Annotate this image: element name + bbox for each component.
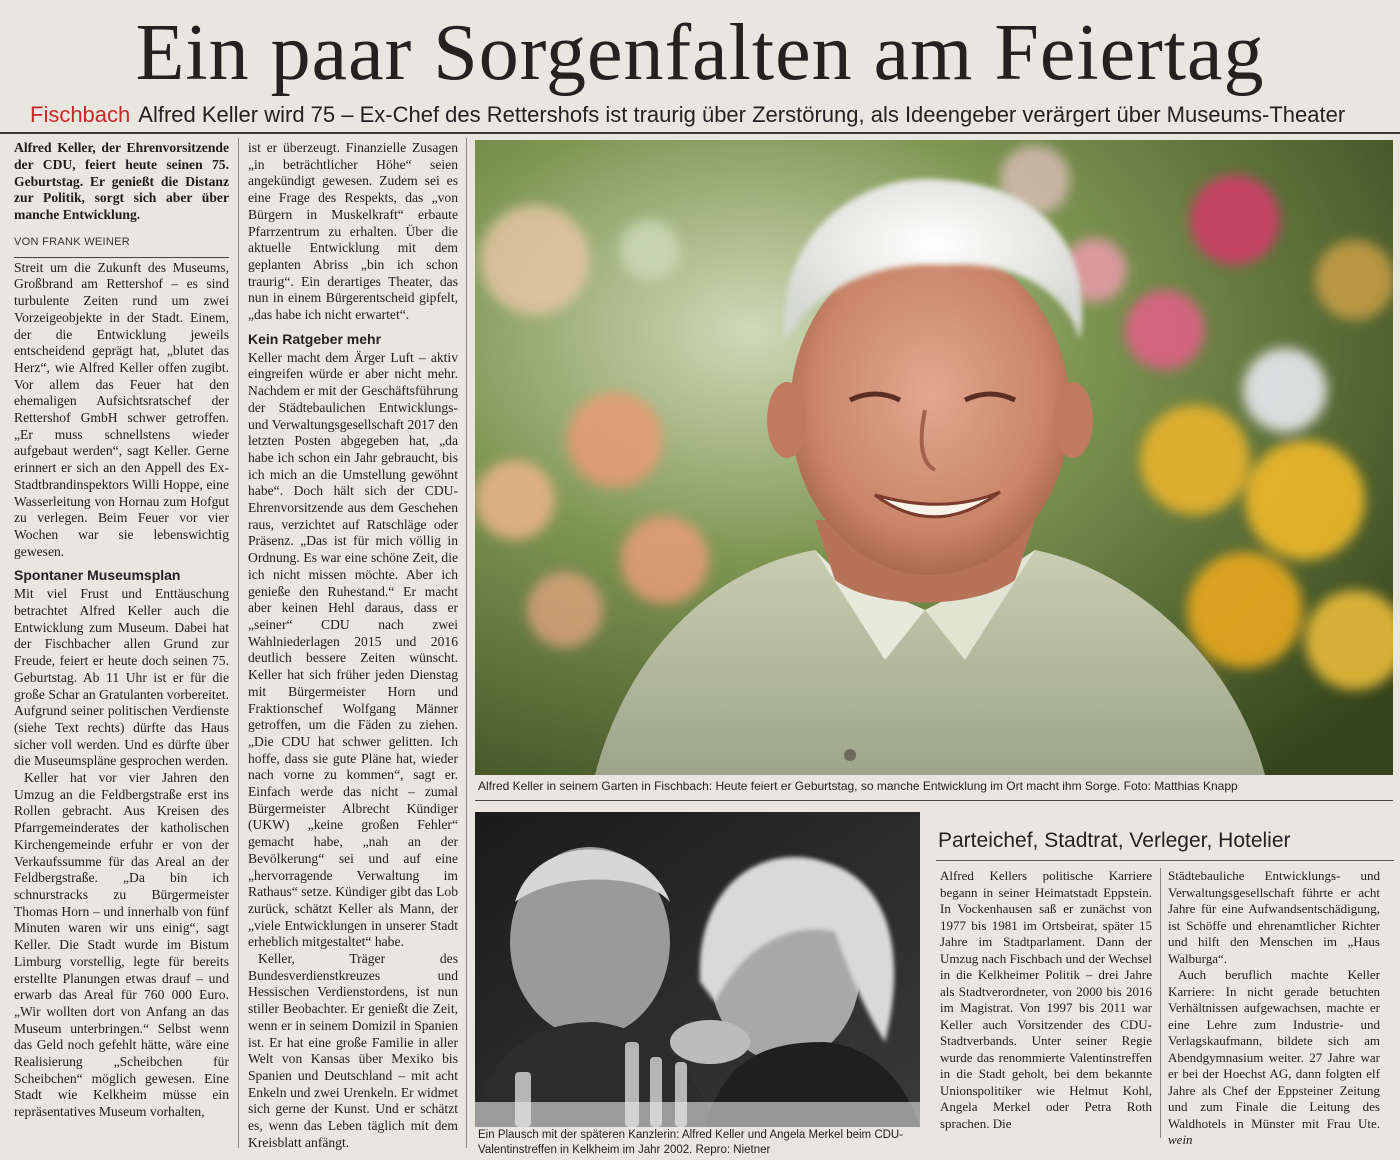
caption-rule xyxy=(475,800,1393,801)
body-paragraph: Keller macht dem Ärger Luft – aktiv eingreifen würde er aber nicht mehr. Nachdem er mit der Geschäftsführung der Städtebaulichen Entwicklungs- und Verwaltungsgesellschaft 2017 den letzten Posten abgegeben hat, „da habe ich schon ein Jahr gebraucht, bis ich mich an die Umstellung gewöhnt habe“. Doch hält sich der CDU-Ehrenvorsitzende aus dem Geschehen raus, verzichtet auf Ratschläge oder Präsenz. „Das ist für mich völlig in Ordnung. Es war eine schöne Zeit, die ich nicht missen möchte. Aber ich genieße den Ruhestand.“ Er macht aber keinen Hehl daraus, dass er „seiner“ CDU nach zwei Wahlniederlagen 2015 und 2016 deutlich bessere Zeiten wünscht. Keller hat sich früher jeden Dienstag mit Bürgermeister Horn und Fraktionschef Wolfgang Männer getroffen, um die Fäden zu ziehen. „Die CDU hat schwer gelitten. Ich hoffe, dass sie gute Pläne hat, wieder nach vorne zu kommen“, sagt er. Einfach werde das nicht – zumal Bürgermeister Albrecht Kündiger (UKW) „keine großen Fehler“ gemacht habe, „nah an der Bevölkerung“ sei und auf eine „hervorragende Verwaltung im Rathaus“ setze. Kündiger gibt das Lob zurück, schätzt Keller als Mann, der „viele Entwicklungen in unserer Stadt erheblich mitgestaltet“ habe. xyxy=(248,349,458,950)
main-photo-caption: Alfred Keller in seinem Garten in Fischbach: Heute feiert er Geburtstag, so manche Entwicklung im Ort macht ihm Sorge. Foto: Matthias Knapp xyxy=(478,779,1238,793)
portrait-illustration xyxy=(475,140,1393,775)
column-rule xyxy=(466,138,467,1148)
subheading-museumsplan: Spontaner Museumsplan xyxy=(14,567,181,584)
body-paragraph: Keller hat vor vier Jahren den Umzug an die Feldbergstraße erst ins Rollen gebracht. Aus Kreisen des Pfarrgemeinderates der katholischen Kirchengemeinde erfuhr er von der Verkaufssumme für das Areal an der Feldbergstraße. „Da bin ich schnurstracks zu Bürgermeister Thomas Horn – und innerhalb von fünf Minuten waren wir uns einig“, sagt Keller. Die Stadt wurde im Bistum Limburg vorstellig, legte für bereits erstellte Planungen etwas drauf – und erwarb das Areal für 760 000 Euro. „Wir wollten dort von Anfang an das Museum unterbringen.“ Selbst wenn das Geld noch gefehlt hätte, wäre eine Realisierung „Scheibchen für Scheibchen“ möglich gewesen. Eine Stadt wie Kelkheim müsse ein repräsentatives Museum vorhalten, xyxy=(14,770,229,1120)
infobox-paragraph: Städtebauliche Entwicklungs- und Verwaltungsgesellschaft führte er acht Jahre für eine Aufwandsentschädigung, ist Schöffe und ehrenamtlicher Richter und hilft den Menschen im „Haus Walburga“. xyxy=(1168,868,1380,966)
archive-photo-caption: Ein Plausch mit der späteren Kanzlerin: Alfred Keller und Angela Merkel beim CDU-Valentinstreffen in Kelkheim im Jahr 2002. Repro: Nietner xyxy=(478,1129,904,1156)
portrait-photo xyxy=(475,140,1393,775)
subheading-ratgeber: Kein Ratgeber mehr xyxy=(248,330,382,347)
infobox-text: Auch beruflich machte Keller Karriere: In nicht gerade betuchten Verhältnissen aufgewachsen, machte er eine Lehre zum Industrie- und Verlagskaufmann, bildete sich am Abendgymnasium weiter. 27 Jahre war er bei der Hoechst AG, dann folgten elf Jahre als Chef der Eppsteiner Zeitung und zum Finale die Leitung des Waldhotels in Münster mit Frau Ute. xyxy=(1168,967,1380,1131)
headline: Ein paar Sorgenfalten am Feiertag xyxy=(135,9,1265,97)
top-rule xyxy=(0,132,1400,134)
article-column-2 xyxy=(248,140,458,1151)
infobox-title: Parteichef, Stadtrat, Verleger, Hotelier xyxy=(938,829,1291,852)
body-paragraph: Keller, Träger des Bundesverdienstkreuzes und Hessischen Verdienstordens, ist nun stiller Beobachter. Er genießt die Zeit, wenn er in seinem Domizil in Spanien ist. Er hat eine große Familie in aller Welt von Kansas über Mexiko bis Spanien und Deutschland – mit acht Enkeln und zwei Urenkeln. Er widmet sich gerne der Kunst. Und er schätzt es, wenn das Leben täglich mit dem Kreisblatt anfängt. xyxy=(248,951,458,1150)
dateline-location: Fischbach xyxy=(30,102,131,127)
infobox-rule xyxy=(936,860,1394,861)
subline-text: Alfred Keller wird 75 – Ex-Chef des Rettershofs ist traurig über Zerstörung, als Ideengeber verärgert über Museums-Theater xyxy=(138,102,1346,127)
infobox-column-1 xyxy=(940,868,1152,1132)
lead-paragraph: Alfred Keller, der Ehrenvorsitzende der CDU, feiert heute seinen 75. Geburtstag. Er genießt die Distanz zur Politik, sorgt sich aber über manche Entwicklung. xyxy=(14,140,229,223)
archive-photo xyxy=(475,812,920,1127)
subline xyxy=(30,100,1400,130)
body-paragraph: ist er überzeugt. Finanzielle Zusagen „in beträchtlicher Höhe“ seien angekündigt gewesen. Zudem sei es eine Frage des Respekts, das „von Bürgern in Muskelkraft“ erbaute Pfarrzentrum zu erhalten. Über die aktuelle Entwicklung mit dem geplanten Abriss „bin ich schon traurig“. Ein derartiges Theater, das nun in einem Bürgerentscheid gipfelt, „das habe ich nicht erwartet“. xyxy=(248,140,458,323)
article-column-1 xyxy=(14,140,229,1121)
infobox-paragraph xyxy=(1168,967,1380,1149)
column-rule xyxy=(238,138,239,1148)
body-paragraph: Streit um die Zukunft des Museums, Großbrand am Rettershof – es sind turbulente Zeiten rund um zwei Vorzeigeobjekte in der Stadt. Einem, der die Entwicklung jeweils entscheidend geprägt hat, „blutet das Herz“, wie Alfred Keller offen zugibt. Vor allem das Feuer hat den ehemaligen Aufsichtsratschef der Rettershof GmbH schwer getroffen. „Er muss schnellstens wieder aufgebaut werden“, sagt Keller. Gerne erinnert er sich an den Appell des Ex-Stadtbrandinspektors Willi Hoppe, eine Wasserleitung von Hornau zum Hofgut zu verlegen. Beim Feuer vor vier Wochen war sie lebenswichtig gewesen. xyxy=(14,259,229,559)
byline: VON FRANK WEINER xyxy=(14,234,229,258)
body-paragraph: Mit viel Frust und Enttäuschung betrachtet Alfred Keller auch die Entwicklung zum Museum. Dabei hat der Fischbacher allen Grund zur Freude, feiert er heute doch seinen 75. Geburtstag. Ab 11 Uhr ist er für die große Schar an Gratulanten vorbereitet. Aufgrund seiner politischen Verdienste (siehe Text rechts) dürfte das Haus sicher voll werden. Und es dürfte über die Museumspläne gesprochen werden. xyxy=(14,586,229,769)
archive-illustration xyxy=(475,812,920,1127)
column-rule xyxy=(1160,868,1161,1138)
infobox-paragraph: Alfred Kellers politische Karriere begann in seiner Heimatstadt Eppstein. In Vockenhausen saß er zunächst von 1977 bis 1981 im Ortsbeirat, später 15 Jahre im Stadtparlament. Dann der Umzug nach Fischbach und der Wechsel in die Kelkheimer Politik – drei Jahre als Stadtverordneter, von 2000 bis 2016 im Magistrat. Von 1997 bis 2011 war Keller auch Vorsitzender des CDU-Stadtverbands. Unter seiner Regie wurde das renommierte Valentinstreffen in die Stadt geholt, bei dem bekannte Unionspolitiker wie Helmut Kohl, Angela Merkel oder Petra Roth sprachen. Die xyxy=(940,868,1152,1131)
author-signature: wein xyxy=(1168,1132,1193,1147)
infobox-column-2 xyxy=(1168,868,1380,1149)
